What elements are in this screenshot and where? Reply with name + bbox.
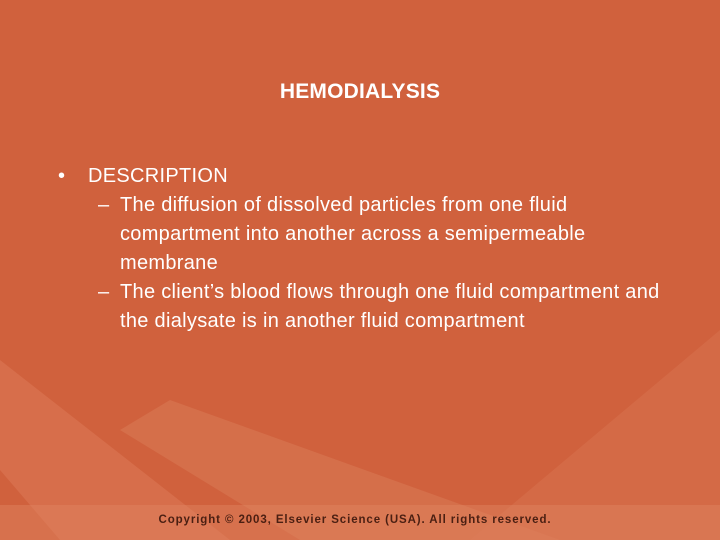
slide-content: [58, 162, 678, 336]
sub-item-blood-flow: [58, 278, 678, 336]
slide-title: HEMODIALYSIS: [279, 80, 441, 103]
dash-marker: –: [98, 194, 110, 216]
sub-item-diffusion: [58, 191, 678, 278]
bullet-label: DESCRIPTION: [88, 165, 228, 187]
bullet-marker: •: [58, 165, 66, 187]
dash-marker: –: [98, 281, 110, 303]
copyright-footer: Copyright © 2003, Elsevier Science (USA). All rights reserved.: [158, 514, 552, 526]
sub-item-text: The diffusion of dissolved particles from one fluid compartment into another across a semipermeable membrane: [120, 194, 586, 274]
bullet-description: [58, 162, 678, 191]
sub-item-text: The client’s blood flows through one fluid compartment and the dialysate is in another fluid compartment: [120, 281, 660, 332]
